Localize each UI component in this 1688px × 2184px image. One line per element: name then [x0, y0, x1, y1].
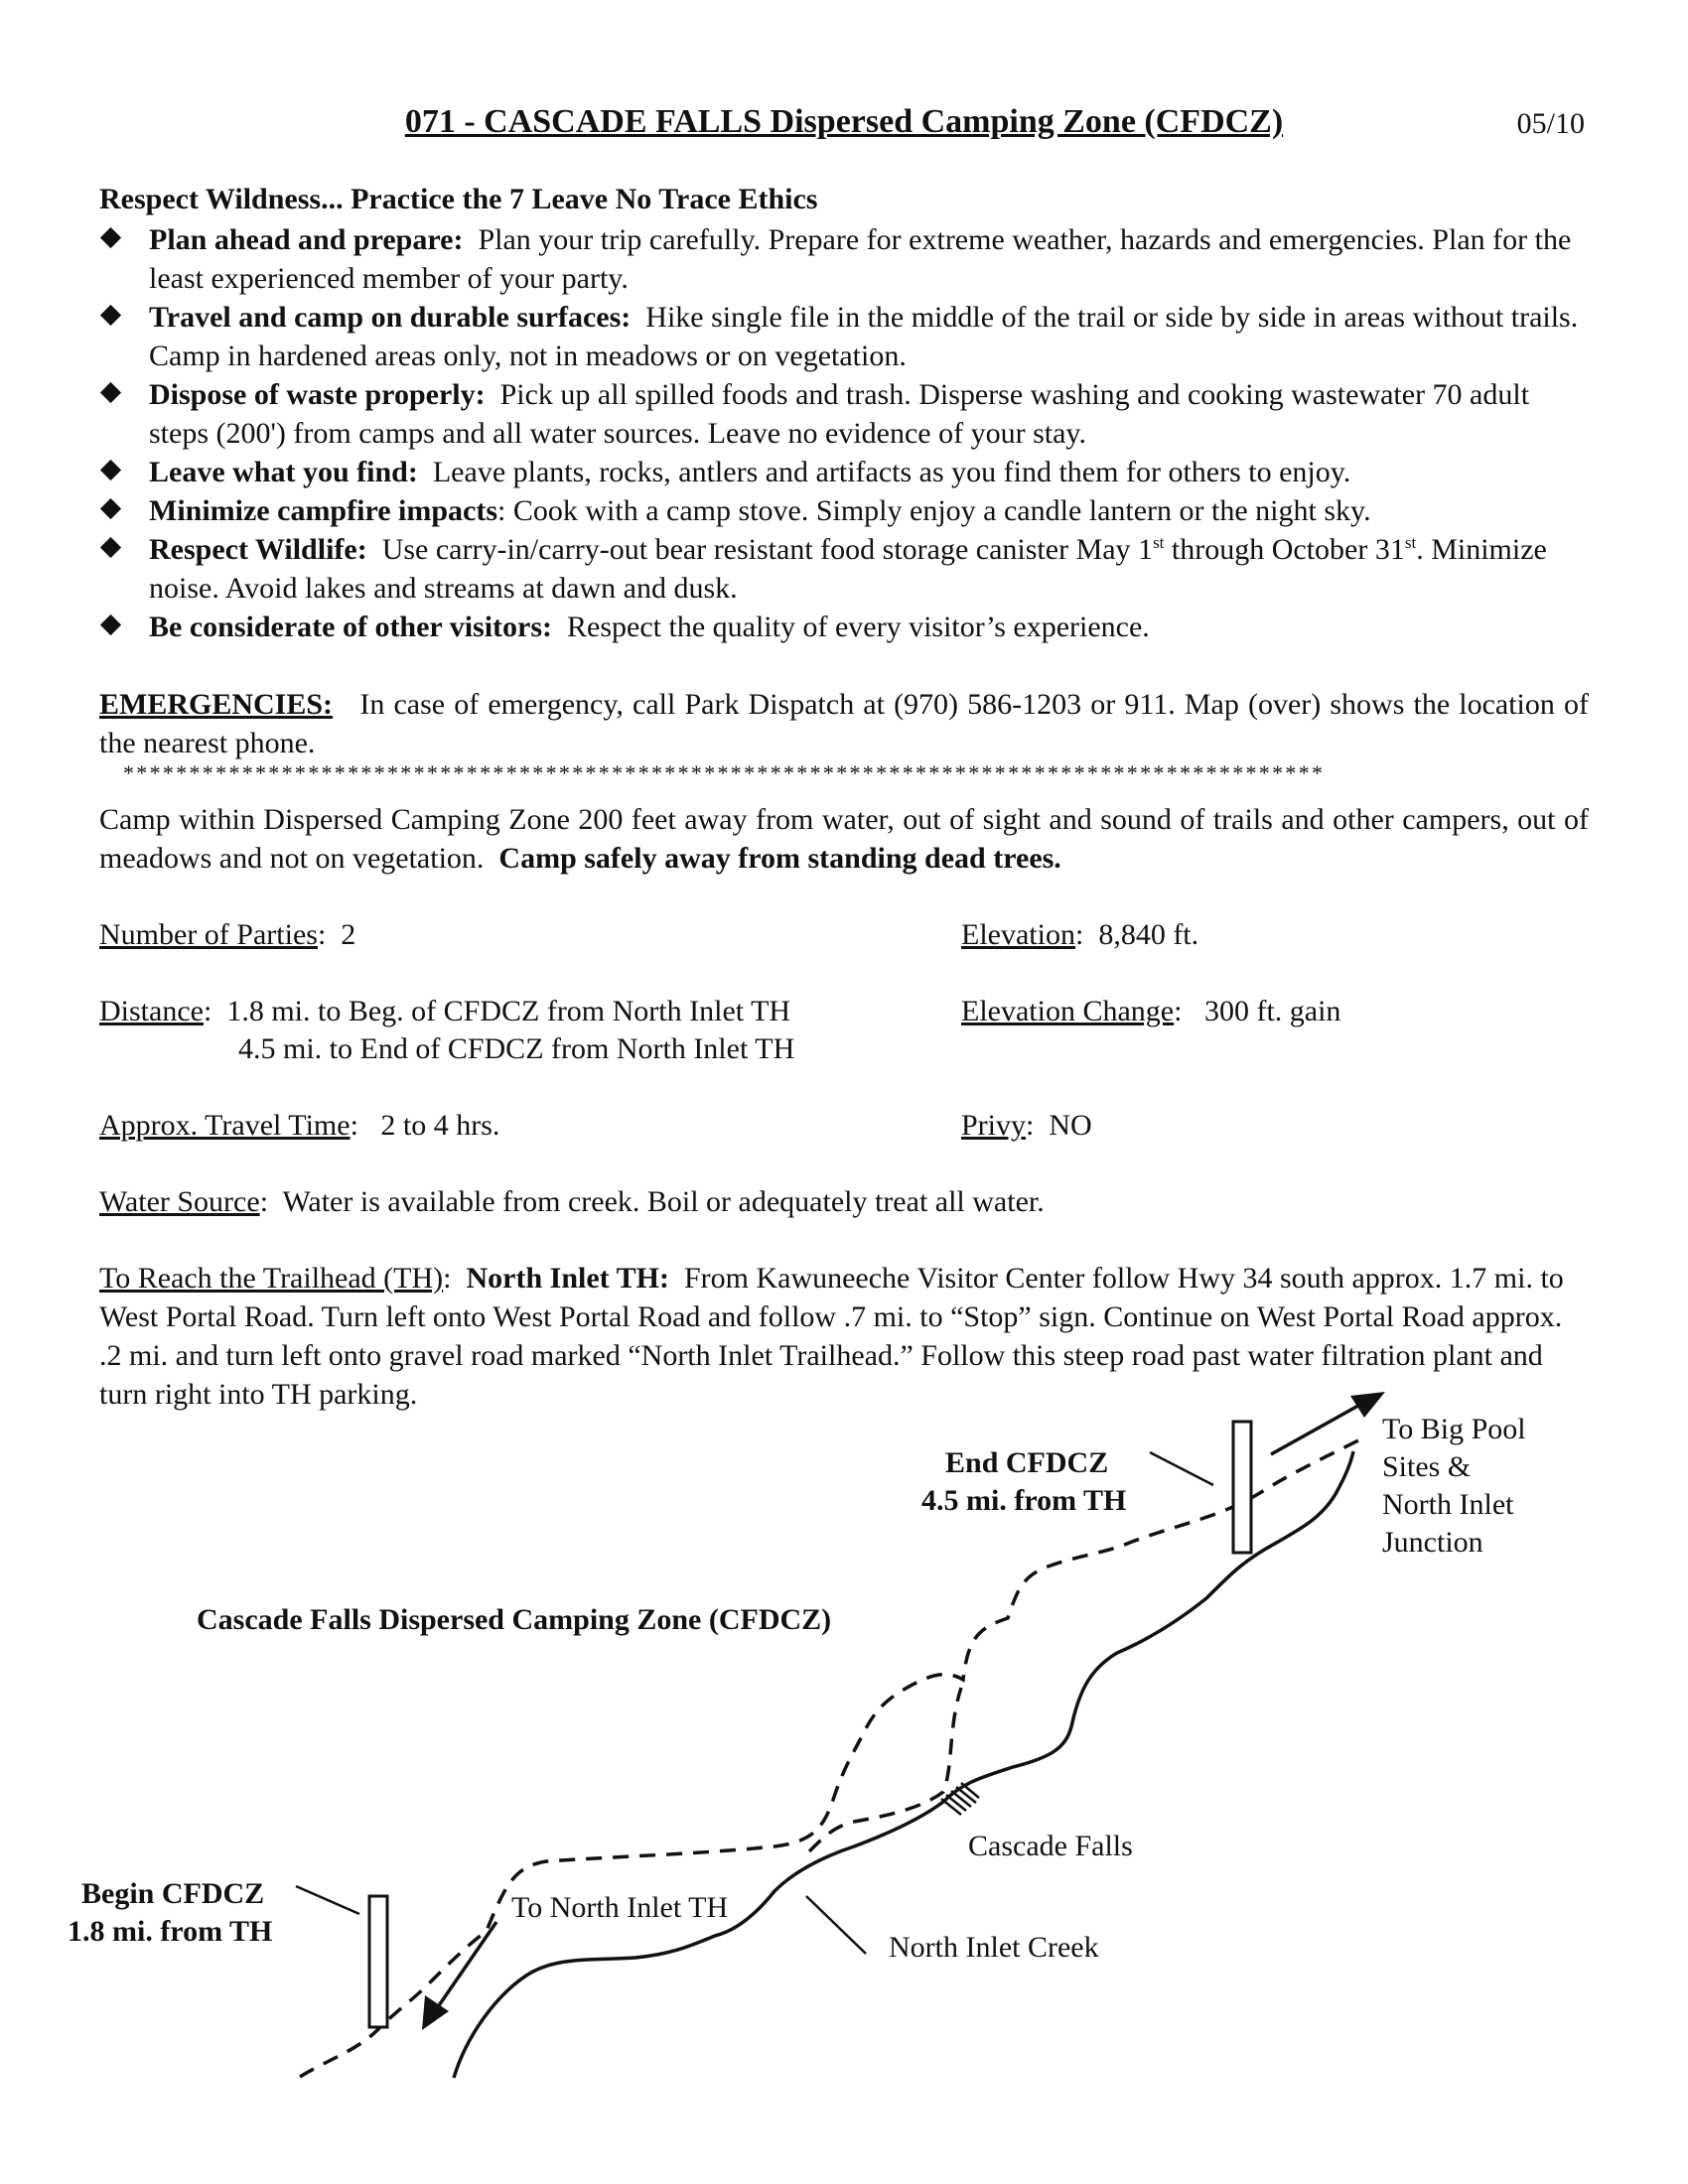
begin-boundary-marker — [369, 1896, 387, 2027]
document-title: 071 - CASCADE FALLS Dispersed Camping Zone (CFDCZ) — [404, 103, 1284, 140]
end-zone-label-1: End CFDCZ — [945, 1446, 1109, 1479]
parties-value: 2 — [341, 918, 356, 951]
travel-time-value: 2 to 4 hrs. — [380, 1109, 500, 1142]
end-boundary-marker — [1233, 1422, 1251, 1553]
zone-name-label: Cascade Falls Dispersed Camping Zone (CFDCZ) — [197, 1603, 832, 1636]
lnt-item-label: Respect Wildlife: — [149, 533, 367, 566]
lnt-item-text: Leave plants, rocks, antlers and artifacts as you find them for others to enjoy. — [432, 456, 1351, 488]
to-big-pool-label-3: North Inlet — [1382, 1488, 1514, 1521]
elevation-label: Elevation — [961, 918, 1075, 951]
distance-label: Distance — [99, 995, 204, 1027]
privy-value: NO — [1049, 1109, 1092, 1142]
water-source-value: Water is available from creek. Boil or adequately treat all water. — [282, 1185, 1045, 1218]
lnt-item-label: Leave what you find: — [149, 456, 418, 488]
travel-time-label: Approx. Travel Time — [99, 1109, 351, 1142]
lnt-item-label: Plan ahead and prepare: — [149, 223, 464, 256]
leader-line — [296, 1886, 359, 1914]
to-big-pool-label-4: Junction — [1382, 1526, 1483, 1559]
elevation-change-row: Elevation Change: 300 ft. gain — [961, 995, 1341, 1027]
document-date: 05/10 — [1516, 107, 1585, 140]
to-big-pool-label-2: Sites & — [1382, 1450, 1472, 1483]
trail-loop — [809, 1688, 961, 1851]
lnt-item-text: Plan your trip carefully. Prepare for extreme weather, hazards and emergencies. Plan for the least experienced member of your party. — [149, 223, 1572, 295]
distance-row: Distance: 1.8 mi. to Beg. of CFDCZ from North Inlet TH — [99, 995, 791, 1027]
trailhead-label: To Reach the Trailhead (TH) — [99, 1262, 444, 1295]
lnt-heading: Respect Wildness... Practice the 7 Leave No Trace Ethics — [99, 183, 818, 215]
cascade-falls-label: Cascade Falls — [968, 1830, 1133, 1862]
camp-rules-bold: Camp safely away from standing dead trees. — [498, 842, 1061, 875]
lnt-item-label: Travel and camp on durable surfaces: — [149, 301, 632, 334]
water-source-label: Water Source — [99, 1185, 260, 1218]
creek-label: North Inlet Creek — [889, 1931, 1099, 1964]
privy-label: Privy — [961, 1109, 1027, 1142]
lnt-item-text: through October 31 — [1164, 533, 1405, 566]
creek-line — [454, 1451, 1353, 2078]
emergencies-label: EMERGENCIES: — [99, 688, 334, 721]
lnt-item-text: Hike single file in the middle of the trail or side by side in areas without trails. Camp in hardened areas only, not in meadows or on vegetation. — [149, 301, 1579, 372]
arrow-to-big-pool-icon — [1271, 1392, 1385, 1454]
lnt-item-label: Be considerate of other visitors: — [149, 611, 553, 643]
asterisk-divider: ******************************************************************************************* — [123, 760, 1326, 785]
distance-line-2: 4.5 mi. to End of CFDCZ from North Inlet TH — [238, 1032, 795, 1065]
lnt-item-text: . Minimize noise. Avoid lakes and streams at dawn and dusk. — [149, 533, 1547, 605]
parties-row: Number of Parties: 2 — [99, 918, 356, 951]
camp-rules-text: Camp within Dispersed Camping Zone 200 feet away from water, out of sight and sound of trails and other campers, out of meadows and not on vegetation. — [99, 803, 1589, 875]
lnt-item-text: : Cook with a camp stove. Simply enjoy a candle lantern or the night sky. — [497, 494, 1371, 527]
begin-zone-label-2: 1.8 mi. from TH — [68, 1915, 273, 1948]
end-zone-label-2: 4.5 mi. from TH — [921, 1484, 1127, 1517]
to-north-inlet-label: To North Inlet TH — [511, 1891, 729, 1924]
parties-label: Number of Parties — [99, 918, 318, 951]
trailhead-paragraph: To Reach the Trailhead (TH): North Inlet TH: From Kawuneeche Visitor Center follow Hwy 34 south approx. 1.7 mi. to West Portal Road. Turn left onto West Portal Road and follow .7 mi. to “Stop” sign. Continue on West Portal Road approx. .2 mi. and turn left onto gravel road marked “North Inlet Trailhead.” Follow this steep road past water filtration plant and turn right into TH parking. — [99, 1262, 1564, 1411]
trail-line — [300, 1439, 1360, 2077]
elevation-value: 8,840 ft. — [1098, 918, 1199, 951]
lnt-item-text: Pick up all spilled foods and trash. Disperse washing and cooking wastewater 70 adult steps (200') from camps and all water sources. Leave no evidence of your stay. — [149, 378, 1530, 450]
trailhead-name: North Inlet TH: — [466, 1262, 669, 1295]
emergencies-text: In case of emergency, call Park Dispatch at (970) 586-1203 or 911. Map (over) shows the location of the nearest phone. — [99, 688, 1589, 759]
to-big-pool-label-1: To Big Pool — [1382, 1413, 1526, 1445]
leader-line — [1150, 1452, 1213, 1485]
privy-row: Privy: NO — [961, 1109, 1092, 1142]
begin-zone-label-1: Begin CFDCZ — [81, 1877, 265, 1910]
elevation-row: Elevation: 8,840 ft. — [961, 918, 1199, 951]
lnt-item-text: Respect the quality of every visitor’s experience. — [567, 611, 1150, 643]
lnt-item-text: Use carry-in/carry-out bear resistant food storage canister May 1 — [381, 533, 1154, 566]
lnt-item-label: Dispose of waste properly: — [149, 378, 486, 411]
ordinal-suffix: st — [1404, 533, 1417, 552]
elevation-change-value: 300 ft. gain — [1203, 995, 1341, 1027]
travel-time-row: Approx. Travel Time: 2 to 4 hrs. — [99, 1109, 500, 1142]
ordinal-suffix: st — [1153, 533, 1165, 552]
elevation-change-label: Elevation Change — [961, 995, 1175, 1027]
leader-line — [806, 1896, 866, 1954]
trailhead-text: From Kawuneeche Visitor Center follow Hwy 34 south approx. 1.7 mi. to West Portal Road. Turn left onto West Portal Road and follow .7 mi. to “Stop” sign. Continue on West Portal Road approx. .2 mi. and turn left onto gravel road marked “North Inlet Trailhead.” Follow this steep road past water filtration plant and turn right into TH parking. — [99, 1262, 1564, 1411]
distance-line-1: 1.8 mi. to Beg. of CFDCZ from North Inlet TH — [226, 995, 791, 1027]
water-source-row: Water Source: Water is available from creek. Boil or adequately treat all water. — [99, 1185, 1045, 1218]
lnt-item-label: Minimize campfire impacts — [149, 494, 498, 527]
